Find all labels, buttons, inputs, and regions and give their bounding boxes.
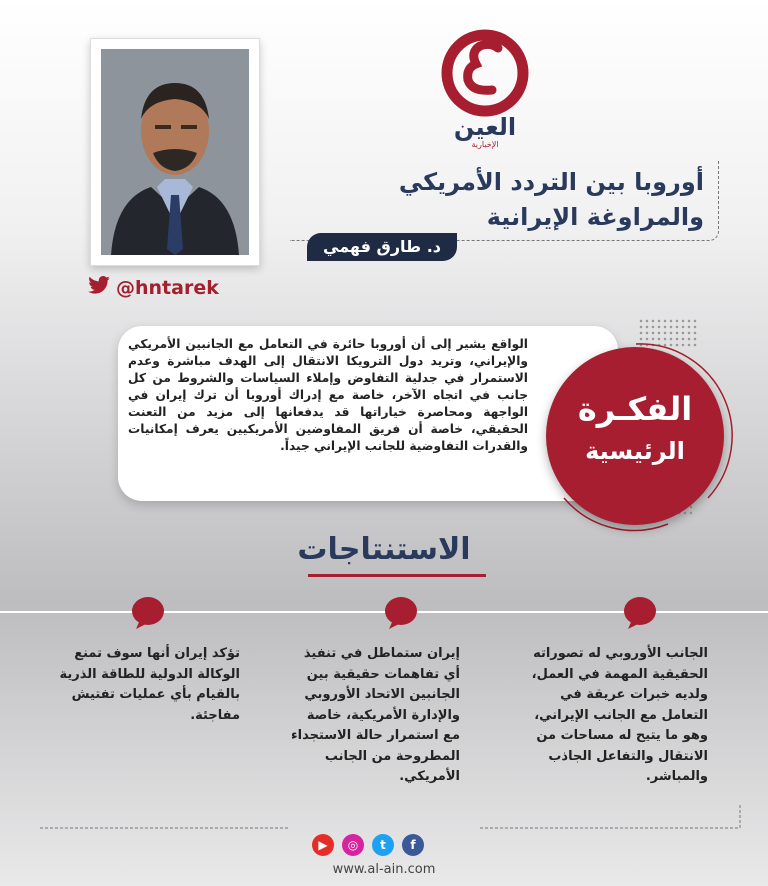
main-idea-text: الواقع يشير إلى أن أوروبا حائرة في التعامل مع الجانبين الأمريكي والإيراني، وتريد دول الترويكا الانتقال إلى الهدف مباشرة وعدم الاستمرار في جدلية التفاوض وإملاء السياسات والشروط من كل جانب في اتجاه الآخر، خاصة مع إدراك أوروبا أن ترك إيران في الواجهة ومحاصرة خياراتها قد يدفعانها إلى مزيد من التعنت الحقيقي، خاصة أن فريق المفاوضين الأمريكيين يعرف إمكانيات والقدرات التفاوضية للجانب الإيراني جيداً. bbox=[128, 337, 528, 453]
logo-text: العين bbox=[453, 113, 517, 141]
facebook-icon[interactable]: f bbox=[402, 834, 424, 856]
twitter-icon[interactable]: t bbox=[372, 834, 394, 856]
conclusion-item-2: إيران ستماطل في تنفيذ أي تفاهمات حقيقية بين الجانبين الاتحاد الأوروبي والإدارة الأمريكية، خاصة مع استمرار حالة الاستجداء المطروحة من الجانب الأمريكي. bbox=[290, 646, 460, 784]
website-link[interactable]: www.al-ain.com bbox=[332, 862, 436, 877]
main-idea-label-line1: الفكـرة bbox=[577, 390, 693, 428]
author-twitter-handle[interactable] bbox=[88, 276, 219, 299]
conclusion-item-3: تؤكد إيران أنها سوف تمنع الوكالة الدولية للطاقة الذرية بالقيام بأي عمليات تفتيش مفاجئة. bbox=[59, 646, 240, 723]
al-ain-logo bbox=[440, 28, 530, 158]
twitter-handle-text: @hntarek bbox=[116, 276, 219, 299]
conclusions-heading: الاستنتاجات bbox=[297, 532, 471, 567]
conclusions-underline bbox=[308, 574, 486, 577]
youtube-icon[interactable]: ▶ bbox=[312, 834, 334, 856]
main-idea-circle bbox=[546, 347, 724, 525]
logo-subtext: الإخبارية bbox=[471, 140, 499, 149]
author-photo bbox=[101, 49, 249, 255]
author-name-badge: د. طارق فهمي bbox=[307, 233, 457, 261]
main-idea-label-line2: الرئيسية bbox=[585, 437, 685, 465]
speech-bubble-icon bbox=[130, 596, 166, 634]
speech-bubble-icon bbox=[622, 596, 658, 634]
twitter-icon bbox=[88, 276, 110, 299]
speech-bubble-icon bbox=[383, 596, 419, 634]
instagram-icon[interactable]: ◎ bbox=[342, 834, 364, 856]
social-icons bbox=[312, 834, 424, 856]
conclusion-item-1: الجانب الأوروبي له تصوراته الحقيقية المهمة في العمل، ولديه خبرات عريقة في التعامل مع الجانب الإيراني، وهو ما يتيح له مساحات من الانتقال والتفاعل الجاذب والمباشر. bbox=[531, 646, 708, 784]
author-photo-frame bbox=[90, 38, 260, 266]
article-title: أوروبا بين التردد الأمريكي والمراوغة الإيرانية bbox=[398, 168, 704, 231]
